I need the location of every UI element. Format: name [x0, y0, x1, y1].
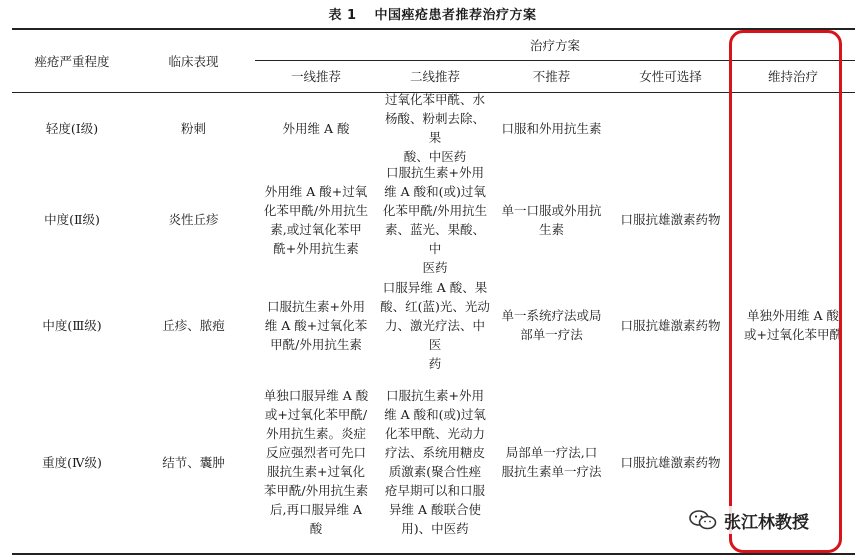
female-optional-cell-text: [620, 316, 720, 335]
cell-line: 酸: [309, 521, 323, 536]
header-first-line: 一线推荐: [290, 69, 341, 84]
cell-line: 化苯甲酰、光动力: [384, 426, 485, 441]
header-treatment: 治疗方案: [529, 37, 580, 53]
cell-line: 甲酰/外用抗生素: [270, 336, 362, 352]
clinical-cell: 结节、囊肿: [162, 454, 225, 470]
cell-line: 质激素(聚合性痤: [388, 464, 482, 479]
cell-line: 服抗生素+过氧化: [267, 464, 365, 479]
first-line-cell: [255, 373, 377, 551]
bottom-rule: [12, 553, 855, 555]
header-not-recommended: 不推荐: [532, 69, 571, 84]
wechat-icon: [688, 509, 718, 531]
cell-line: 或+过氧化苯甲酰: [744, 327, 842, 342]
cell-line: 异维 A 酸联合使: [389, 502, 481, 517]
cell-line: 生素: [538, 221, 564, 237]
cell-line: 医药: [422, 259, 448, 275]
cell-line: 力、激光疗法、中医: [384, 317, 485, 352]
female-optional-cell: [610, 162, 731, 277]
cell-line: 维 A 酸+过氧化苯: [264, 317, 368, 333]
first-line-cell-text: [264, 386, 368, 538]
cell-line: 单独口服异维 A 酸: [263, 388, 369, 403]
cell-line: 药: [428, 355, 442, 371]
second-line-cell-text: [379, 163, 491, 277]
cell-line: 过氧化苯甲酰、水: [384, 92, 485, 107]
first-line-cell: [255, 162, 377, 277]
table-title-text: 中国痤疮患者推荐治疗方案: [374, 8, 537, 23]
cell-line: 外用抗生素。炎症: [265, 426, 366, 441]
cell-line: 化苯甲酰/外用抗生: [382, 202, 488, 218]
cell-line: 单一系统疗法或局: [501, 308, 602, 323]
cell-line: 疗法、系统用糖皮: [384, 445, 485, 460]
female-optional-cell: [610, 94, 731, 162]
first-line-cell: [255, 277, 377, 373]
not-recommended-cell-text: [501, 306, 601, 344]
cell-line: 口服抗生素+外用: [267, 298, 365, 314]
cell-line: 反应强烈者可先口: [265, 445, 366, 460]
cell-line: 疮早期可以和口服: [384, 483, 485, 498]
cell-line: 部单一疗法: [520, 327, 583, 342]
not-recommended-cell-text: [501, 119, 601, 138]
first-line-cell-text: [264, 182, 368, 258]
first-line-cell-text: [283, 119, 350, 138]
cell-line: 单独外用维 A 酸: [747, 308, 839, 323]
cell-line: 后,再口服异维 A: [270, 502, 362, 517]
cell-line: 单一口服或外用抗: [501, 202, 602, 218]
not-recommended-cell: [493, 277, 610, 373]
cell-line: 酸、红(蓝)光、光动: [380, 298, 490, 314]
second-line-cell: [377, 162, 493, 277]
first-line-cell: [255, 94, 377, 162]
cell-line: 杨酸、粉刺去除、果: [384, 111, 485, 145]
not-recommended-cell-text: [501, 201, 601, 239]
cell-line: 口服抗雄激素药物: [620, 212, 721, 227]
cell-line: 外用维 A 酸+过氧: [264, 183, 368, 199]
cell-line: 苯甲酰/外用抗生素: [263, 483, 369, 498]
female-optional-cell-text: [620, 453, 720, 472]
table-number: 表 1: [328, 8, 357, 23]
first-line-cell-text: [265, 297, 367, 354]
header-second-line: 二线推荐: [409, 69, 460, 84]
clinical-cell: 丘疹、脓疱: [162, 317, 225, 333]
cell-line: 素、蓝光、果酸、中: [384, 221, 485, 256]
watermark-text: 张江林教授: [724, 512, 809, 533]
cell-line: 酰+外用抗生素: [273, 240, 359, 256]
cell-line: 局部单一疗法,口: [505, 445, 598, 460]
table-title: [0, 4, 865, 23]
severity-cell: 中度(Ⅲ级): [42, 317, 102, 333]
header-severity: 痤疮严重程度: [34, 53, 110, 69]
cell-line: 化苯甲酰/外用抗生: [263, 202, 369, 218]
clinical-cell: 炎性丘疹: [168, 212, 219, 227]
cell-line: 维 A 酸和(或)过氧: [384, 407, 486, 422]
maintenance-highlight-box: [729, 30, 842, 553]
cell-line: 口服和外用抗生素: [501, 120, 602, 136]
not-recommended-cell: [493, 94, 610, 162]
cell-line: 酸、中医药: [403, 149, 467, 164]
cell-line: 或+过氧化苯甲酰/: [264, 407, 368, 422]
cell-line: 用)、中医药: [401, 521, 469, 536]
not-recommended-cell: [493, 162, 610, 277]
watermark: [688, 506, 809, 534]
cell-line: 维 A 酸和(或)过氧: [384, 183, 486, 199]
severity-cell: 重度(Ⅳ级): [42, 454, 102, 470]
cell-line: 素,或过氧化苯甲: [270, 221, 362, 237]
female-optional-cell-text: [620, 210, 720, 229]
second-line-cell-text: [379, 90, 491, 166]
severity-cell: 轻度(Ⅰ级): [45, 120, 99, 136]
header-female-optional: 女性可选择: [639, 69, 702, 84]
second-line-cell-text: [379, 278, 491, 373]
second-line-cell: [377, 277, 493, 373]
cell-line: 服抗生素单一疗法: [501, 464, 602, 479]
cell-line: 口服抗雄激素药物: [620, 317, 721, 333]
not-recommended-cell: [493, 373, 610, 551]
cell-line: 口服异维 A 酸、果: [382, 279, 488, 295]
second-line-cell: [377, 94, 493, 162]
second-line-cell-text: [384, 386, 486, 538]
female-optional-cell: [610, 277, 731, 373]
cell-line: 口服抗生素+外用: [386, 388, 484, 403]
not-recommended-cell-text: [501, 443, 601, 481]
second-line-cell: [377, 373, 493, 551]
cell-line: 外用维 A 酸: [282, 120, 350, 136]
header-maintenance: 维持治疗: [767, 69, 818, 84]
cell-line: 口服抗生素+外用: [386, 164, 484, 180]
header-clinical: 临床表现: [168, 53, 219, 69]
cell-line: 口服抗雄激素药物: [620, 454, 721, 470]
clinical-cell: 粉刺: [180, 120, 206, 136]
severity-cell: 中度(Ⅱ级): [44, 212, 100, 227]
